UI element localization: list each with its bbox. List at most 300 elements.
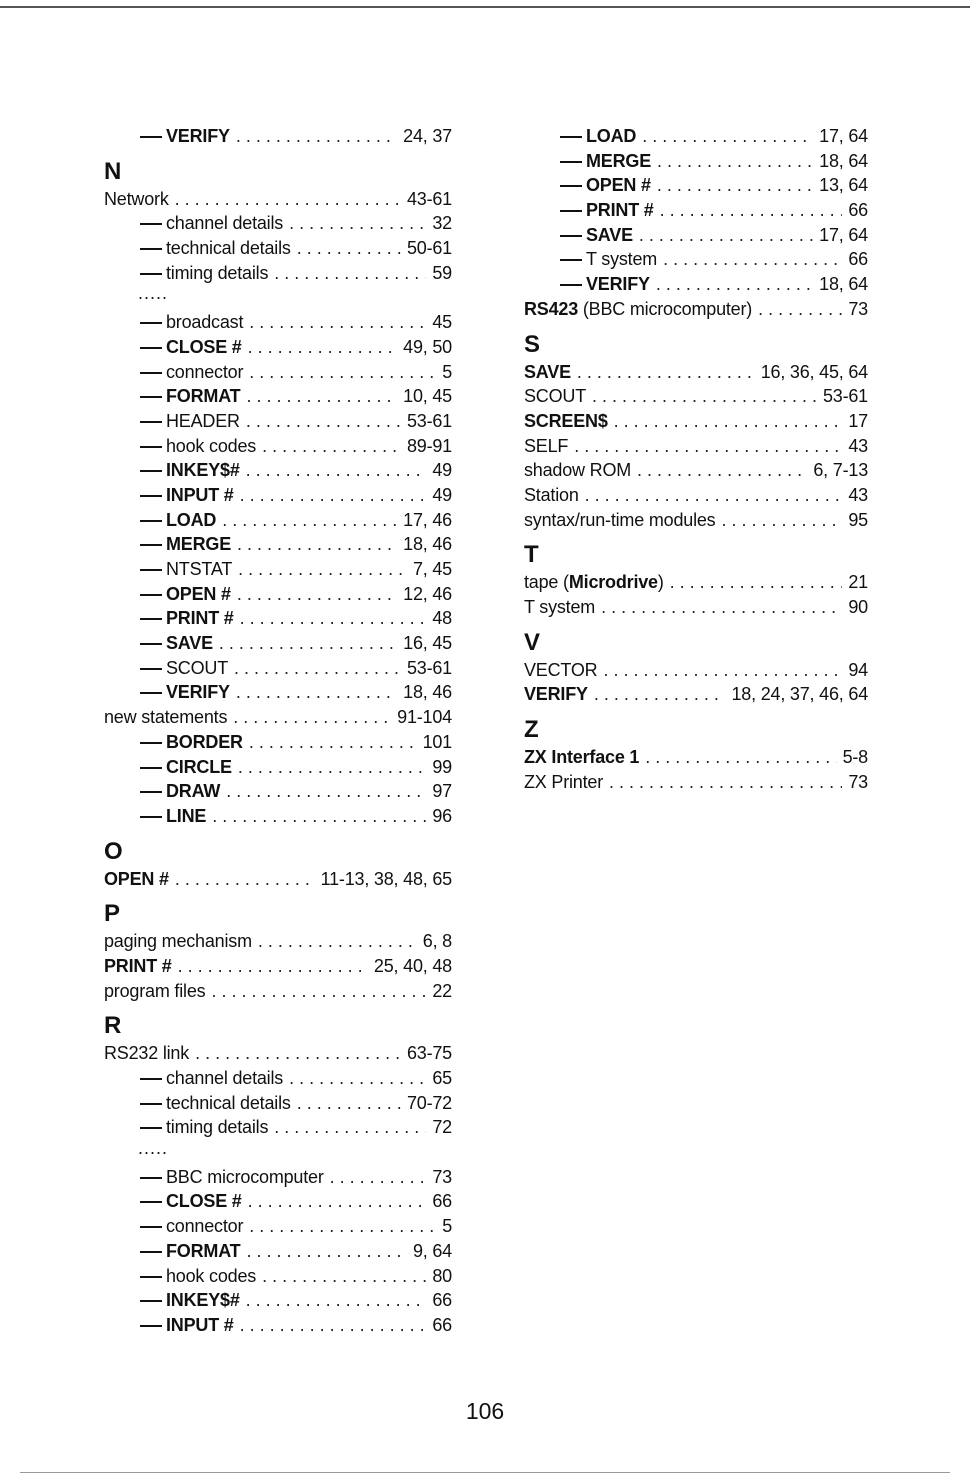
index-subentry xyxy=(104,508,452,533)
entry-term: NTSTAT xyxy=(166,559,233,579)
index-subentry xyxy=(104,1165,452,1190)
dot-leader xyxy=(585,483,843,508)
dot-leader xyxy=(211,979,426,1004)
page-reference: 95 xyxy=(848,509,868,530)
entry-label xyxy=(104,434,256,459)
entry-term: SAVE xyxy=(586,224,633,245)
dot-leader xyxy=(639,223,813,248)
entry-term: ZX Printer xyxy=(524,771,604,792)
index-subentry xyxy=(104,680,452,705)
dot-leader xyxy=(249,360,436,385)
em-dash xyxy=(140,643,162,645)
entry-term: hook codes xyxy=(166,1265,257,1286)
em-dash xyxy=(560,185,582,187)
dot-leader xyxy=(258,929,417,954)
page-reference: 18, 24, 37, 46, 64 xyxy=(731,684,868,705)
dot-leader xyxy=(234,656,401,681)
index-subentry xyxy=(104,779,452,804)
page-reference: 17, 64 xyxy=(819,224,868,245)
entry-term: RS423 xyxy=(524,298,579,319)
dot-leader xyxy=(246,1288,427,1313)
page-reference: 49 xyxy=(432,484,452,505)
page-reference: 18, 64 xyxy=(819,274,868,295)
dot-leader xyxy=(645,745,836,770)
entry-term: CLOSE # xyxy=(166,1191,242,1212)
index-subentry xyxy=(104,1264,452,1289)
index-subentry xyxy=(104,656,452,681)
em-dash xyxy=(560,259,582,261)
page-reference: 11-13, 38, 48, 65 xyxy=(320,868,452,889)
entry-label xyxy=(104,409,240,434)
dot-leader xyxy=(236,124,397,149)
index-subentry xyxy=(524,247,868,272)
entry-term: PRINT # xyxy=(104,955,172,976)
entry-term: program files xyxy=(104,980,206,1001)
index-entry xyxy=(524,483,868,508)
page-reference: 5 xyxy=(442,361,452,382)
index-subentry xyxy=(524,223,868,248)
em-dash xyxy=(140,692,162,694)
entry-term: OPEN # xyxy=(166,583,231,604)
entry-label xyxy=(104,557,232,582)
entry-label xyxy=(524,570,664,595)
dot-leader xyxy=(657,173,813,198)
index-subentry xyxy=(104,483,452,508)
entry-label xyxy=(104,867,169,892)
page-reference: 45 xyxy=(432,312,452,333)
entry-term: Station xyxy=(524,484,579,505)
dot-leader xyxy=(577,360,755,385)
em-dash xyxy=(140,1103,162,1105)
dot-leader xyxy=(226,779,426,804)
dot-leader xyxy=(289,211,426,236)
dot-leader xyxy=(262,1264,426,1289)
em-dash xyxy=(140,767,162,769)
entry-term: OPEN # xyxy=(586,175,651,196)
page-reference: 80 xyxy=(432,1265,452,1286)
entry-label xyxy=(524,658,597,683)
em-dash xyxy=(140,1276,162,1278)
entry-term: timing details xyxy=(166,262,269,283)
dot-leader xyxy=(594,682,726,707)
index-separator: ..... xyxy=(138,283,169,304)
dot-leader xyxy=(574,434,842,459)
page-reference: 9, 64 xyxy=(412,1240,452,1261)
index-entry xyxy=(524,658,868,683)
entry-term: SAVE xyxy=(166,633,213,654)
index-subentry xyxy=(104,409,452,434)
entry-term: technical details xyxy=(166,1092,291,1113)
entry-term: broadcast xyxy=(166,312,244,333)
dot-leader xyxy=(246,1239,407,1264)
index-subentry xyxy=(104,532,452,557)
entry-term: BBC microcomputer xyxy=(166,1166,324,1187)
page-reference: 16, 45 xyxy=(403,633,452,654)
entry-label xyxy=(524,384,586,409)
entry-term: LOAD xyxy=(586,126,637,146)
entry-term: SCOUT xyxy=(524,386,587,407)
index-subentry xyxy=(104,211,452,236)
index-section-letter: V xyxy=(524,628,541,656)
entry-term: connector xyxy=(166,1216,244,1237)
dot-leader xyxy=(240,483,427,508)
entry-term: technical details xyxy=(166,238,291,259)
entry-label xyxy=(104,310,243,335)
dot-leader xyxy=(330,1165,427,1190)
dot-leader xyxy=(297,236,401,261)
entry-term: SCOUT xyxy=(166,657,229,678)
index-subentry xyxy=(104,557,452,582)
index-subentry xyxy=(104,1288,452,1313)
dot-leader xyxy=(237,582,397,607)
index-section-letter: R xyxy=(104,1012,122,1040)
entry-label xyxy=(104,187,169,212)
entry-term: VERIFY xyxy=(166,126,230,146)
dot-leader xyxy=(246,458,427,483)
index-subentry xyxy=(104,124,452,149)
page-reference: 48 xyxy=(432,608,452,629)
entry-label xyxy=(104,582,231,607)
page-reference: 43-61 xyxy=(406,188,452,209)
entry-label xyxy=(524,360,571,385)
page-reference: 66 xyxy=(848,200,868,221)
em-dash xyxy=(140,470,162,472)
entry-term: OPEN # xyxy=(104,868,169,889)
em-dash xyxy=(140,372,162,374)
entry-label xyxy=(104,384,240,409)
index-subentry xyxy=(104,335,452,360)
dot-leader xyxy=(657,149,813,174)
index-entry xyxy=(524,745,868,770)
em-dash xyxy=(140,248,162,250)
entry-term: T system xyxy=(586,249,658,270)
index-column-left xyxy=(104,124,452,1338)
page-reference: 53-61 xyxy=(822,386,868,407)
page-reference: 66 xyxy=(848,249,868,270)
index-subentry xyxy=(104,360,452,385)
dot-leader xyxy=(246,409,401,434)
em-dash xyxy=(140,1177,162,1179)
dot-leader xyxy=(262,434,401,459)
entry-label xyxy=(104,1239,240,1264)
dot-leader xyxy=(274,261,426,286)
page-reference: 50-61 xyxy=(406,238,452,259)
index-subentry xyxy=(104,1115,452,1140)
dot-leader xyxy=(248,335,398,360)
em-dash xyxy=(560,136,582,138)
entry-label xyxy=(104,1288,240,1313)
page-reference: 66 xyxy=(432,1290,452,1311)
index-subentry xyxy=(524,272,868,297)
entry-label xyxy=(104,1091,291,1116)
dot-leader xyxy=(212,804,426,829)
entry-term: channel details xyxy=(166,213,284,234)
dot-leader xyxy=(238,557,407,582)
page-reference: 63-75 xyxy=(406,1043,452,1064)
entry-term: CIRCLE xyxy=(166,756,232,777)
dot-leader xyxy=(178,954,368,979)
bottom-rule xyxy=(20,1472,950,1473)
index-subentry xyxy=(104,631,452,656)
entry-qualifier: (BBC microcomputer) xyxy=(578,298,753,319)
entry-term: INPUT # xyxy=(166,1314,234,1335)
entry-label xyxy=(104,360,243,385)
entry-label xyxy=(104,532,231,557)
entry-label xyxy=(104,705,227,730)
index-subentry xyxy=(524,149,868,174)
page-reference: 21 xyxy=(848,572,868,593)
page-reference: 53-61 xyxy=(406,410,452,431)
em-dash xyxy=(140,1078,162,1080)
page-reference: 91-104 xyxy=(397,707,452,728)
index-entry xyxy=(524,297,868,322)
entry-qualifier: ) xyxy=(657,572,664,593)
page-reference: 13, 64 xyxy=(819,175,868,196)
dot-leader xyxy=(237,532,397,557)
index-subentry xyxy=(104,1066,452,1091)
entry-label xyxy=(524,595,595,620)
dot-leader xyxy=(758,297,842,322)
em-dash xyxy=(140,1300,162,1302)
index-subentry xyxy=(104,1091,452,1116)
em-dash xyxy=(140,1251,162,1253)
page-reference: 73 xyxy=(848,771,868,792)
em-dash xyxy=(140,618,162,620)
index-entry xyxy=(524,384,868,409)
entry-term: HEADER xyxy=(166,410,240,431)
index-subentry xyxy=(104,582,452,607)
dot-leader xyxy=(274,1115,426,1140)
entry-label xyxy=(104,1189,242,1214)
index-entry xyxy=(104,867,452,892)
index-section-letter: T xyxy=(524,541,539,569)
entry-term: FORMAT xyxy=(166,386,241,407)
entry-label xyxy=(104,779,220,804)
em-dash xyxy=(140,1127,162,1129)
page-reference: 94 xyxy=(848,659,868,680)
entry-term: connector xyxy=(166,361,244,382)
page-reference: 73 xyxy=(848,298,868,319)
em-dash xyxy=(140,594,162,596)
entry-label xyxy=(524,434,568,459)
em-dash xyxy=(140,1226,162,1228)
index-entry xyxy=(524,360,868,385)
page-reference: 6, 7-13 xyxy=(813,460,868,481)
entry-term: PRINT # xyxy=(586,200,654,221)
page-reference: 90 xyxy=(848,597,868,617)
index-subentry xyxy=(104,1239,452,1264)
page-reference: 10, 45 xyxy=(403,386,452,407)
entry-term: DRAW xyxy=(166,781,221,802)
page-reference: 70-72 xyxy=(406,1092,452,1113)
entry-term: INPUT # xyxy=(166,484,234,505)
entry-label xyxy=(524,272,650,297)
dot-leader xyxy=(592,384,817,409)
dot-leader xyxy=(297,1091,401,1116)
entry-term: INKEY$# xyxy=(166,460,240,481)
index-subentry xyxy=(104,1214,452,1239)
page-reference: 24, 37 xyxy=(403,126,452,146)
em-dash xyxy=(560,284,582,286)
entry-term: FORMAT xyxy=(166,1240,241,1261)
em-dash xyxy=(140,520,162,522)
dot-leader xyxy=(246,384,397,409)
page-reference: 12, 46 xyxy=(403,583,452,604)
em-dash xyxy=(140,1201,162,1203)
index-subentry xyxy=(104,606,452,631)
index-subentry xyxy=(104,384,452,409)
entry-label xyxy=(104,680,230,705)
entry-label xyxy=(104,954,172,979)
index-entry xyxy=(524,458,868,483)
entry-term: SELF xyxy=(524,435,569,456)
dot-leader xyxy=(249,730,417,755)
em-dash xyxy=(560,210,582,212)
dot-leader xyxy=(289,1066,426,1091)
entry-term: PRINT # xyxy=(166,608,234,629)
entry-label xyxy=(104,1214,243,1239)
em-dash xyxy=(140,495,162,497)
entry-term: VECTOR xyxy=(524,659,598,680)
entry-label xyxy=(524,173,651,198)
dot-leader xyxy=(195,1041,401,1066)
entry-label xyxy=(104,1115,268,1140)
page-reference: 6, 8 xyxy=(422,931,452,952)
index-entry xyxy=(104,1041,452,1066)
entry-label xyxy=(104,335,242,360)
entry-term: VERIFY xyxy=(524,684,588,705)
dot-leader xyxy=(222,508,397,533)
entry-label xyxy=(104,730,243,755)
em-dash xyxy=(140,396,162,398)
index-subentry xyxy=(104,804,452,829)
index-section-letter: O xyxy=(104,837,123,865)
page-reference: 72 xyxy=(432,1117,452,1138)
dot-leader xyxy=(601,595,842,620)
entry-term: paging mechanism xyxy=(104,931,252,952)
entry-label xyxy=(524,682,588,707)
entry-term: VERIFY xyxy=(166,682,230,703)
dot-leader xyxy=(233,705,391,730)
index-subentry xyxy=(104,1189,452,1214)
dot-leader xyxy=(609,770,842,795)
index-separator: ..... xyxy=(138,1138,169,1159)
em-dash xyxy=(140,273,162,275)
index-entry xyxy=(104,929,452,954)
index-subentry xyxy=(104,434,452,459)
dot-leader xyxy=(721,508,842,533)
entry-term: INKEY$# xyxy=(166,1290,240,1311)
entry-label xyxy=(524,770,603,795)
index-section-letter: N xyxy=(104,157,122,185)
page-reference: 53-61 xyxy=(406,657,452,678)
dot-leader xyxy=(663,247,842,272)
entry-label xyxy=(104,1066,283,1091)
entry-label xyxy=(104,458,240,483)
page-reference: 89-91 xyxy=(406,435,452,456)
page-reference: 18, 46 xyxy=(403,534,452,555)
dot-leader xyxy=(637,458,807,483)
entry-term: RS232 link xyxy=(104,1043,190,1064)
entry-label xyxy=(104,979,205,1004)
entry-term: ZX Interface 1 xyxy=(524,747,640,768)
entry-term: hook codes xyxy=(166,435,257,456)
em-dash xyxy=(140,569,162,571)
page-reference: 16, 36, 45, 64 xyxy=(760,361,868,382)
entry-label xyxy=(524,458,631,483)
page-reference: 18, 46 xyxy=(403,682,452,703)
entry-label xyxy=(524,149,651,174)
entry-term: channel details xyxy=(166,1068,284,1088)
index-subentry xyxy=(104,261,452,286)
dot-leader xyxy=(249,1214,436,1239)
entry-label xyxy=(104,1041,189,1066)
index-subentry xyxy=(104,310,452,335)
dot-leader xyxy=(175,867,315,892)
index-subentry xyxy=(104,755,452,780)
entry-term: LOAD xyxy=(166,509,217,530)
index-subentry xyxy=(104,458,452,483)
entry-term: VERIFY xyxy=(586,274,650,295)
index-section-letter: S xyxy=(524,330,541,358)
page-reference: 17 xyxy=(848,410,868,431)
dot-leader xyxy=(240,606,427,631)
index-entry xyxy=(524,508,868,533)
entry-term: SAVE xyxy=(524,361,571,382)
em-dash xyxy=(140,816,162,818)
entry-term: LINE xyxy=(166,805,207,826)
em-dash xyxy=(140,421,162,423)
em-dash xyxy=(560,161,582,163)
em-dash xyxy=(140,1325,162,1327)
page-reference: 32 xyxy=(432,213,452,234)
entry-label xyxy=(524,297,752,322)
page-reference: 97 xyxy=(432,781,452,802)
entry-term: timing details xyxy=(166,1117,269,1138)
index-entry xyxy=(524,682,868,707)
dot-leader xyxy=(236,680,397,705)
page-reference: 22 xyxy=(432,980,452,1001)
entry-term: MERGE xyxy=(166,534,232,555)
index-subentry xyxy=(524,173,868,198)
page-reference: 5-8 xyxy=(842,747,868,768)
entry-label xyxy=(104,606,234,631)
top-rule xyxy=(0,6,970,8)
index-entry xyxy=(104,705,452,730)
page-reference: 101 xyxy=(422,731,452,752)
dot-leader xyxy=(603,658,842,683)
page-reference: 96 xyxy=(432,805,452,826)
dot-leader xyxy=(656,272,813,297)
index-entry xyxy=(524,595,868,620)
entry-label xyxy=(524,409,608,434)
index-column-right xyxy=(524,124,868,794)
entry-term: BORDER xyxy=(166,731,243,752)
index-subentry xyxy=(104,236,452,261)
index-subentry xyxy=(524,124,868,149)
entry-label xyxy=(104,124,230,149)
em-dash xyxy=(140,322,162,324)
page-reference: 5 xyxy=(442,1216,452,1237)
index-entry xyxy=(104,954,452,979)
entry-label xyxy=(104,929,252,954)
entry-label xyxy=(104,236,291,261)
entry-label xyxy=(524,247,657,272)
em-dash xyxy=(140,544,162,546)
dot-leader xyxy=(642,124,813,149)
entry-label xyxy=(104,1313,234,1338)
entry-term: MERGE xyxy=(586,150,652,171)
